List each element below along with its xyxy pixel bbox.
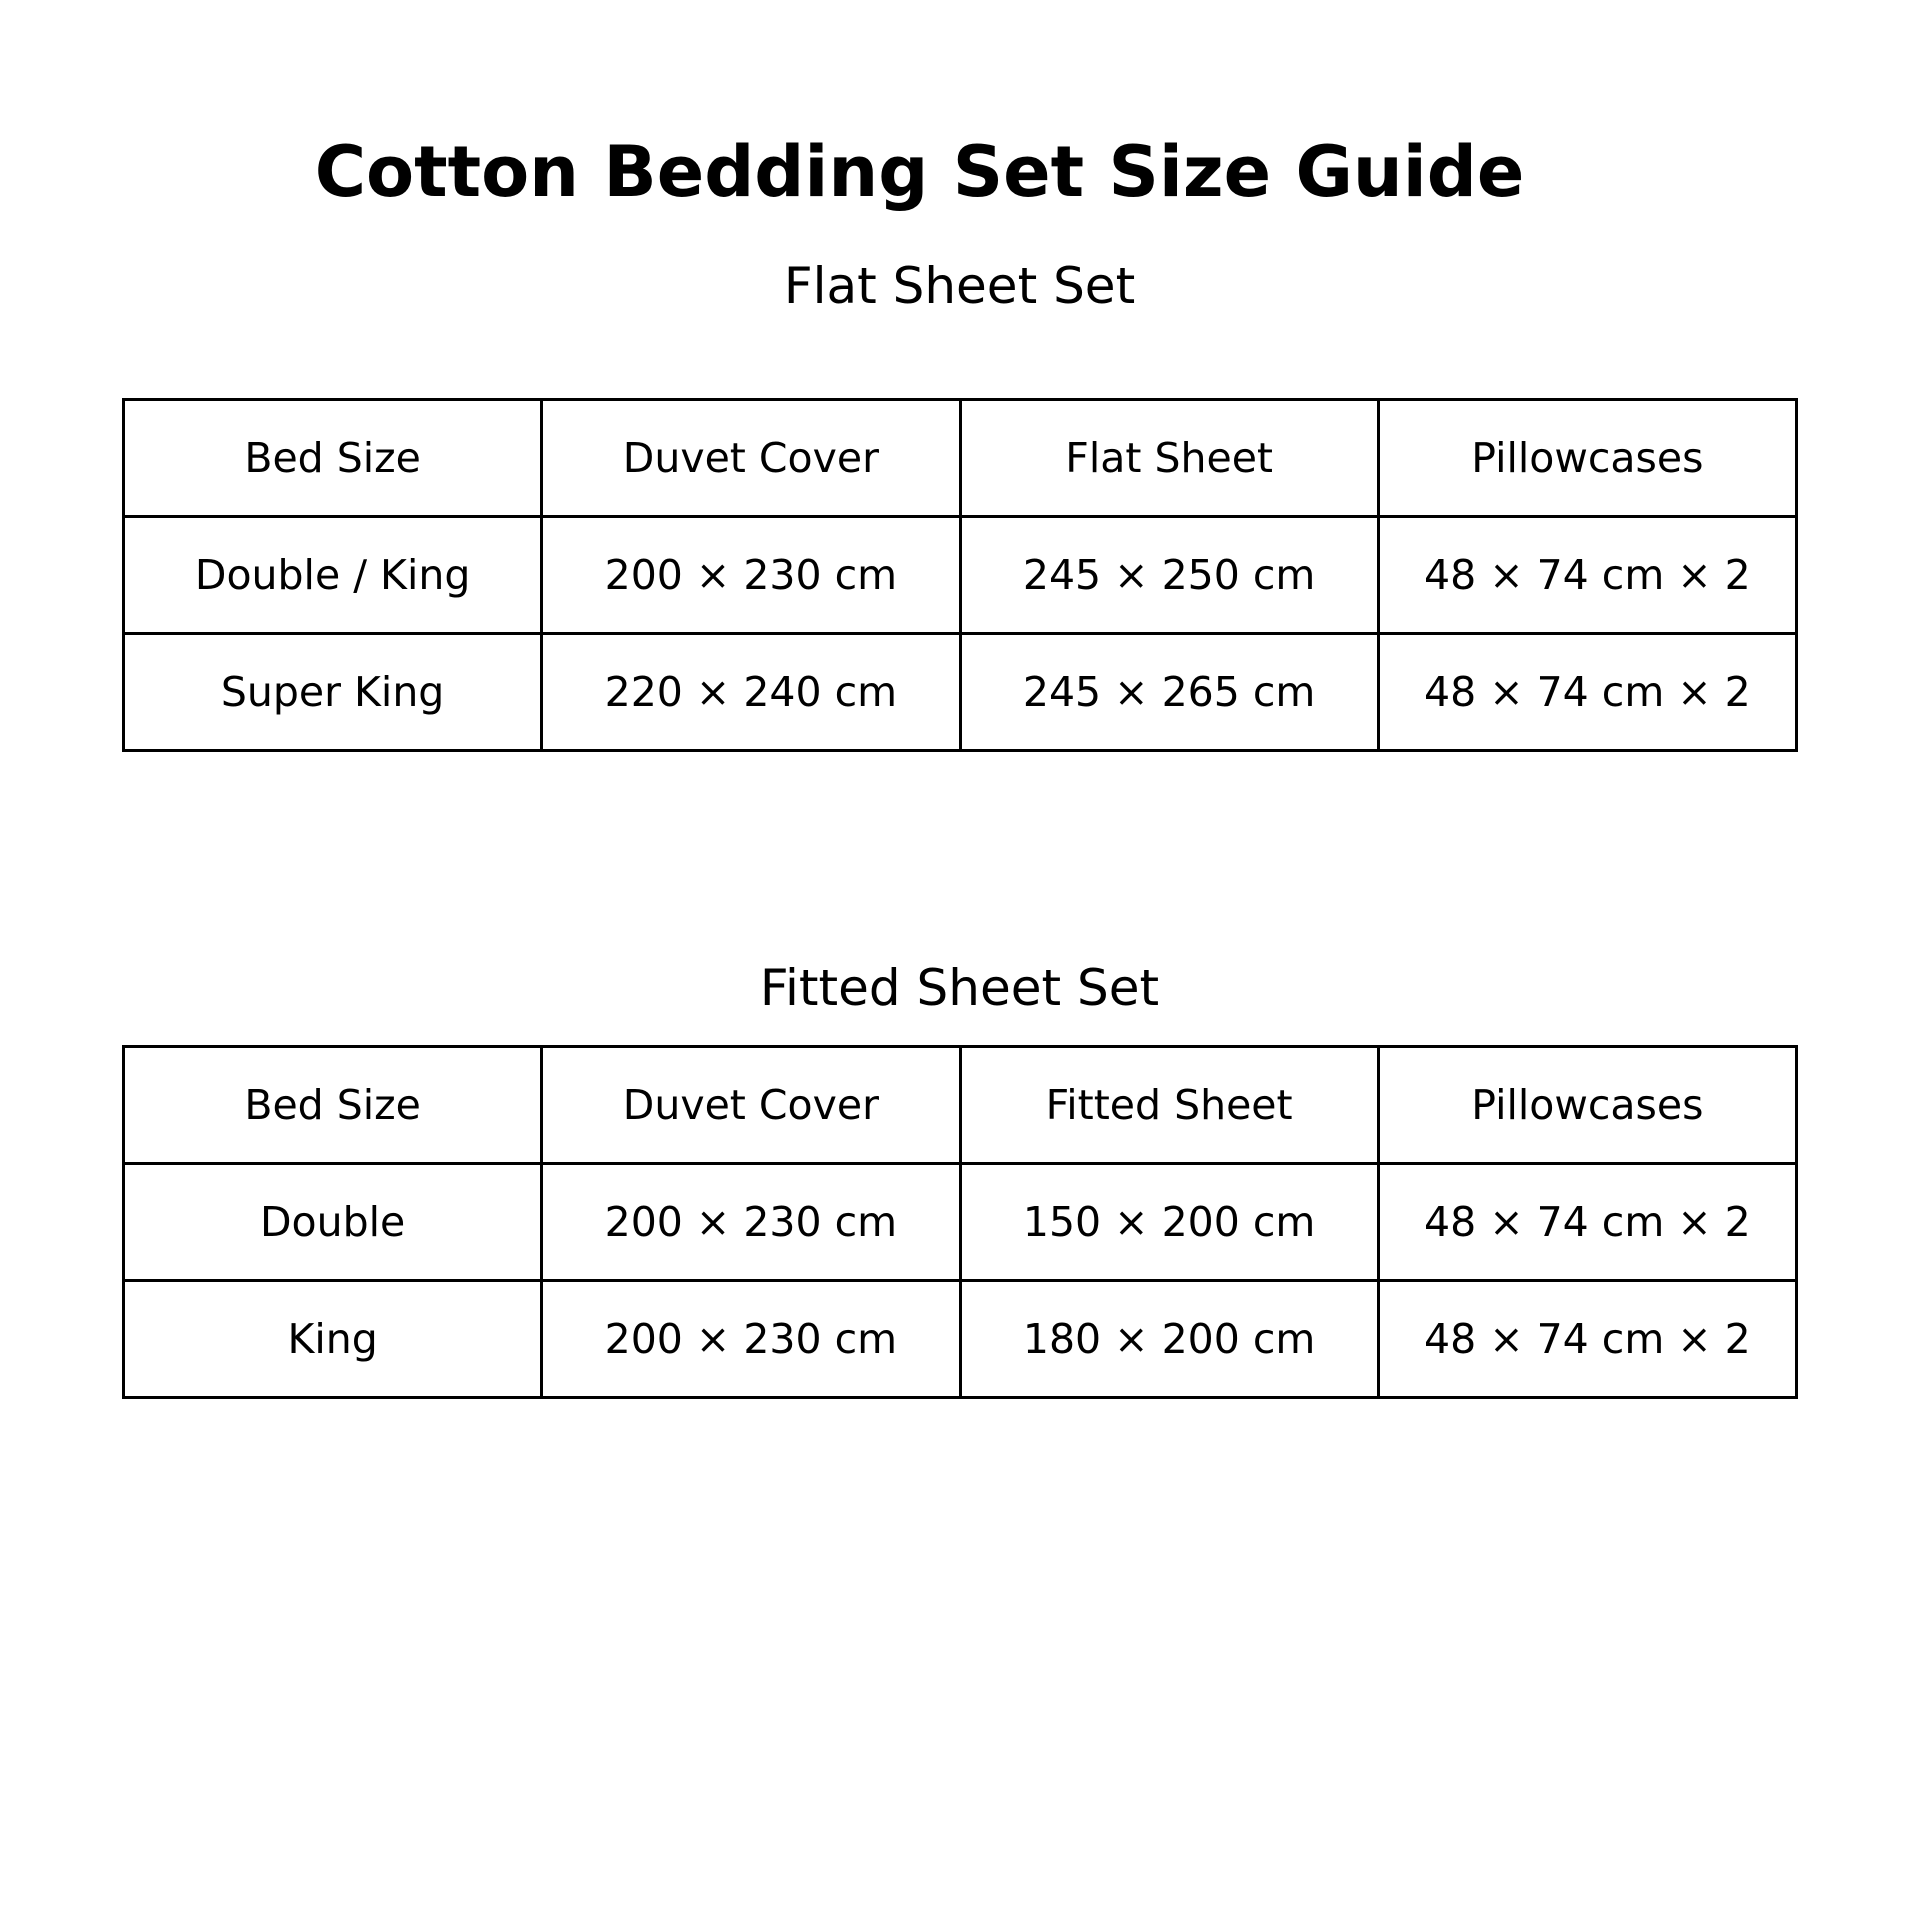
column-header: Bed Size — [124, 1047, 542, 1164]
table-cell: 200 × 230 cm — [542, 1281, 960, 1398]
page-title: Cotton Bedding Set Size Guide — [314, 131, 1525, 213]
table-cell: King — [124, 1281, 542, 1398]
table-cell: 200 × 230 cm — [542, 517, 960, 634]
table-cell: Double / King — [124, 517, 542, 634]
table-cell: 200 × 230 cm — [542, 1164, 960, 1281]
table-row — [124, 634, 1797, 751]
flat-sheet-set-heading: Flat Sheet Set — [783, 257, 1136, 315]
table-cell: 245 × 250 cm — [960, 517, 1378, 634]
table-cell: 245 × 265 cm — [960, 634, 1378, 751]
column-header: Pillowcases — [1378, 400, 1796, 517]
table-cell: Super King — [124, 634, 542, 751]
table-cell: 180 × 200 cm — [960, 1281, 1378, 1398]
table-cell: 48 × 74 cm × 2 — [1378, 634, 1796, 751]
table-cell: 150 × 200 cm — [960, 1164, 1378, 1281]
table-cell: 220 × 240 cm — [542, 634, 960, 751]
column-header: Bed Size — [124, 400, 542, 517]
fitted-sheet-set-table — [122, 1045, 1798, 1399]
column-header: Fitted Sheet — [960, 1047, 1378, 1164]
table-header-row — [124, 1047, 1797, 1164]
column-header: Duvet Cover — [542, 1047, 960, 1164]
flat-sheet-set-table — [122, 398, 1798, 752]
fitted-sheet-set-heading: Fitted Sheet Set — [759, 959, 1160, 1017]
table-cell: 48 × 74 cm × 2 — [1378, 1281, 1796, 1398]
table-cell: Double — [124, 1164, 542, 1281]
table-row — [124, 1281, 1797, 1398]
column-header: Flat Sheet — [960, 400, 1378, 517]
table-row — [124, 1164, 1797, 1281]
column-header: Pillowcases — [1378, 1047, 1796, 1164]
table-header-row — [124, 400, 1797, 517]
table-row — [124, 517, 1797, 634]
table-cell: 48 × 74 cm × 2 — [1378, 1164, 1796, 1281]
column-header: Duvet Cover — [542, 400, 960, 517]
table-cell: 48 × 74 cm × 2 — [1378, 517, 1796, 634]
